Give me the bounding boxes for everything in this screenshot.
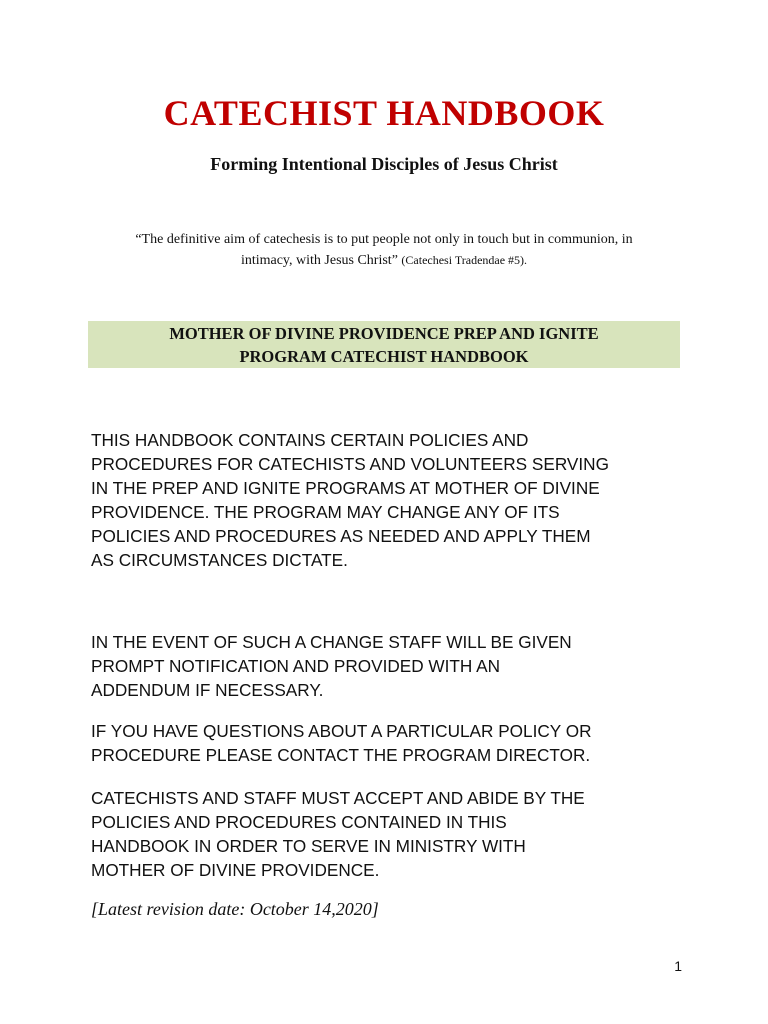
paragraph-change-notice bbox=[91, 631, 691, 703]
document-title: CATECHIST HANDBOOK bbox=[163, 93, 605, 133]
paragraph-acceptance bbox=[91, 787, 691, 883]
paragraph-line: PROVIDENCE. THE PROGRAM MAY CHANGE ANY OF ITS bbox=[91, 501, 560, 522]
paragraph-policies bbox=[91, 429, 691, 572]
paragraph-line: ADDENDUM IF NECESSARY. bbox=[91, 679, 324, 700]
banner-line-1: MOTHER OF DIVINE PROVIDENCE PREP AND IGNITE bbox=[169, 323, 599, 343]
document-subtitle: Forming Intentional Disciples of Jesus Christ bbox=[210, 154, 558, 174]
paragraph-line: IN THE EVENT OF SUCH A CHANGE STAFF WILL BE GIVEN bbox=[91, 632, 572, 652]
paragraph-line: IN THE PREP AND IGNITE PROGRAMS AT MOTHER OF DIVINE bbox=[91, 477, 600, 498]
paragraph-line: AS CIRCUMSTANCES DICTATE. bbox=[91, 549, 348, 570]
paragraph-line: CATECHISTS AND STAFF MUST ACCEPT AND ABIDE BY THE bbox=[91, 788, 585, 808]
paragraph-line: MOTHER OF DIVINE PROVIDENCE. bbox=[91, 859, 380, 880]
revision-date: [Latest revision date: October 14,2020] bbox=[91, 899, 379, 919]
paragraph-line: PROMPT NOTIFICATION AND PROVIDED WITH AN bbox=[91, 655, 501, 676]
paragraph-line: POLICIES AND PROCEDURES CONTAINED IN THIS bbox=[91, 811, 507, 832]
quote-line-2: intimacy, with Jesus Christ” bbox=[240, 253, 398, 268]
paragraph-line: HANDBOOK IN ORDER TO SERVE IN MINISTRY WITH bbox=[91, 835, 526, 856]
paragraph-line: PROCEDURES FOR CATECHISTS AND VOLUNTEERS SERVING bbox=[91, 453, 609, 474]
paragraph-line: PROCEDURE PLEASE CONTACT THE PROGRAM DIRECTOR. bbox=[91, 744, 591, 765]
paragraph-line: THIS HANDBOOK CONTAINS CERTAIN POLICIES AND bbox=[91, 430, 529, 450]
paragraph-line: POLICIES AND PROCEDURES AS NEEDED AND APPLY THEM bbox=[91, 525, 591, 546]
quote-line-1: “The definitive aim of catechesis is to put people not only in touch but in communion, in bbox=[135, 232, 633, 247]
paragraph-line: IF YOU HAVE QUESTIONS ABOUT A PARTICULAR POLICY OR bbox=[91, 721, 592, 741]
banner-line-2: PROGRAM CATECHIST HANDBOOK bbox=[239, 346, 529, 366]
paragraph-questions bbox=[91, 720, 691, 768]
quote-citation: (Catechesi Tradendae #5). bbox=[401, 253, 528, 267]
epigraph-quote bbox=[100, 230, 668, 271]
program-banner bbox=[88, 321, 680, 368]
page-number: 1 bbox=[674, 958, 682, 974]
